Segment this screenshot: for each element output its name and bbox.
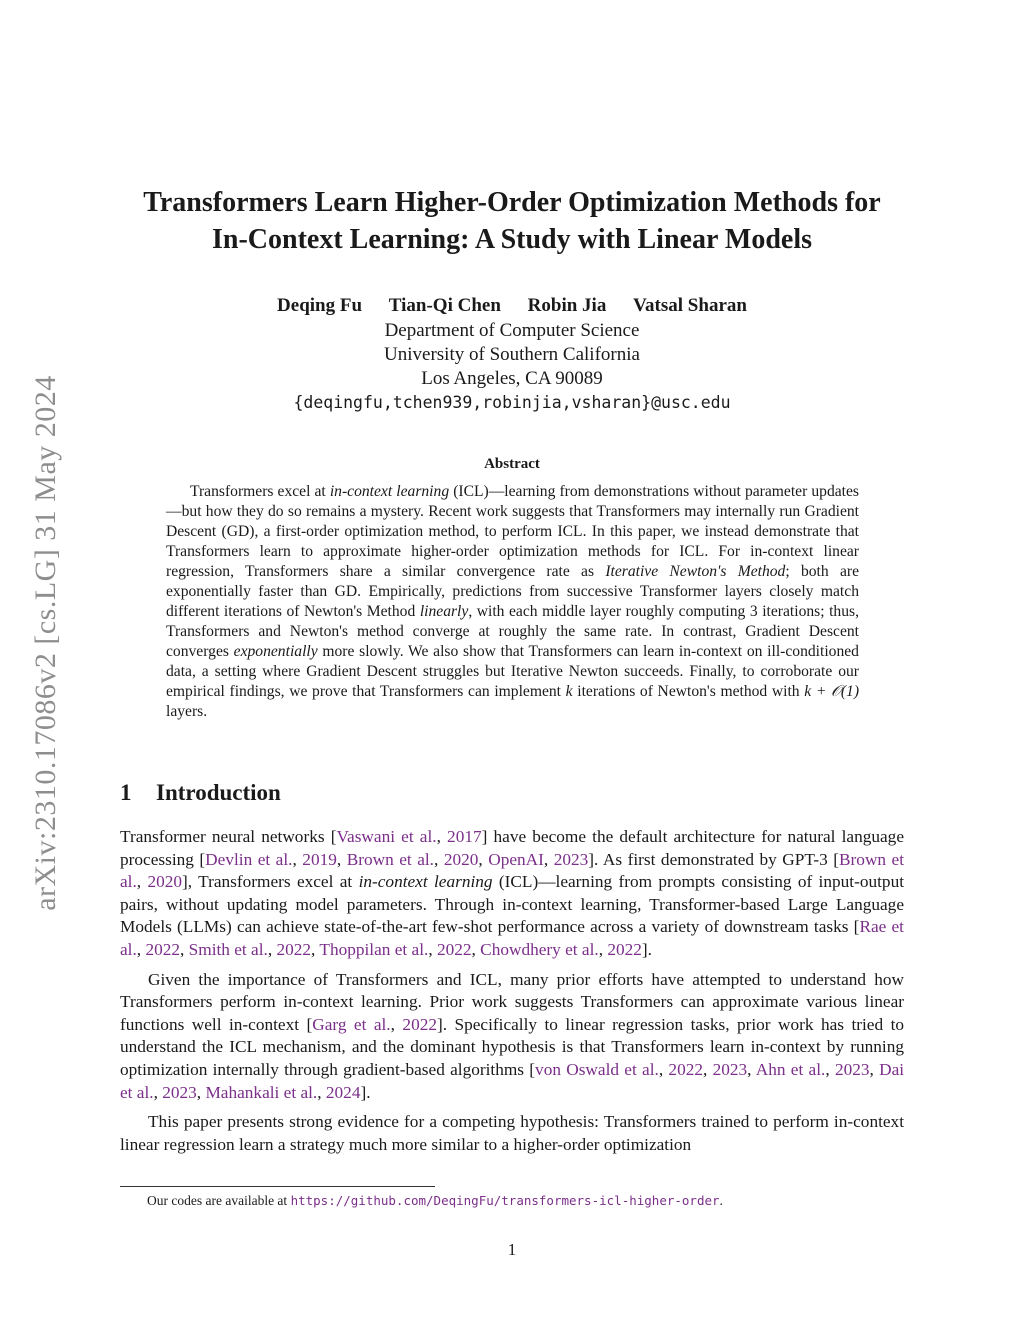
citation-year-link[interactable]: 2019: [302, 849, 337, 869]
code-url-link[interactable]: https://github.com/DeqingFu/transformers-icl-higher-order: [290, 1193, 720, 1208]
abstract-heading: Abstract: [484, 456, 540, 472]
citation-link[interactable]: Dai et al.: [120, 1059, 905, 1102]
footnote: Our codes are available at https://github.com/DeqingFu/transformers-icl-higher-order.: [147, 1193, 723, 1208]
paragraph-2: Given the importance of Transformers and ICL, many prior efforts have attempted to understand how Transformers perform in-context learning. Prior work suggests Transformers can approximate various linear functions well in-context [Garg et al., 2022]. Specifically to linear regression tasks, prior work has tried to understand the ICL mechanism, and the dominant hypothesis is that Transformers learn in-context by running optimization internally through gradient-based algorithms [von Oswald et al., 2022, 2023, Ahn et al., 2023, Dai et al., 2023, Mahankali et al., 2024].: [120, 969, 905, 1102]
paragraph-3: This paper presents strong evidence for a competing hypothesis: Transformers trained to perform in-context linear regression learn a strategy much more similar to a higher-order optimization: [120, 1112, 904, 1154]
affiliation: [120, 319, 904, 415]
citation-link[interactable]: Rae et al.: [120, 917, 904, 959]
title-line-2: In-Context Learning: A Study with Linear Models: [212, 224, 812, 255]
intro-body: [120, 826, 904, 1163]
citation-link[interactable]: OpenAI: [488, 849, 544, 869]
citation-year-link[interactable]: 2017: [447, 827, 482, 846]
citation-year-link[interactable]: 2022: [668, 1059, 703, 1079]
author-emails[interactable]: {deqingfu,tchen939,robinjia,vsharan}@usc.edu: [293, 393, 731, 412]
citation-year-link[interactable]: 2020: [443, 849, 479, 869]
citation-year-link[interactable]: 2022: [607, 939, 642, 959]
citation-link[interactable]: Ahn et al.: [755, 1059, 826, 1079]
citation-link[interactable]: Brown et al.: [120, 849, 905, 892]
citation-year-link[interactable]: 2022: [276, 939, 312, 959]
citation-year-link[interactable]: 2024: [325, 1082, 361, 1102]
arxiv-watermark: [25, 345, 67, 940]
location: Los Angeles, CA 90089: [421, 368, 603, 389]
author-list: [120, 294, 904, 318]
citation-link[interactable]: Vaswani et al.: [336, 827, 437, 846]
citation-link[interactable]: Thoppilan et al.: [319, 939, 429, 959]
author: Tian-Qi Chen: [388, 295, 501, 316]
author: Robin Jia: [527, 295, 607, 316]
citation-year-link[interactable]: 2023: [162, 1082, 197, 1102]
department: Department of Computer Science: [384, 320, 640, 341]
citation-link[interactable]: Smith et al.: [188, 939, 268, 959]
university: University of Southern California: [384, 344, 640, 365]
citation-link[interactable]: Devlin et al.: [205, 849, 293, 869]
author: Vatsal Sharan: [633, 295, 747, 316]
citation-link[interactable]: Chowdhery et al.: [480, 939, 599, 959]
section-heading: [120, 780, 281, 806]
citation-year-link[interactable]: 2022: [436, 939, 472, 959]
arxiv-id: arXiv:2310.17086v2 [cs.LG] 31 May 2024: [29, 374, 62, 911]
paragraph-1: Transformer neural networks [Vaswani et al., 2017] have become the default architecture for natural language processing [Devlin et al., 2019, Brown et al., 2020, OpenAI, 2023]. As first demonstrated by GPT-3 [Brown et al., 2020], Transformers excel at in-context learning (ICL)—learning from prompts consisting of input-output pairs, without updating model parameters. Through in-context learning, Transformer-based Large Language Models (LLMs) can achieve state-of-the-art few-shot performance across a variety of downstream tasks [Rae et al., 2022, Smith et al., 2022, Thoppilan et al., 2022, Chowdhery et al., 2022].: [120, 827, 905, 959]
citation-link[interactable]: Garg et al.: [312, 1014, 391, 1034]
citation-year-link[interactable]: 2023: [553, 849, 589, 869]
section-number: 1: [120, 780, 132, 805]
page-number: 1: [507, 1240, 517, 1259]
citation-year-link[interactable]: 2023: [712, 1059, 748, 1079]
section-title: Introduction: [156, 780, 281, 805]
title-line-1: Transformers Learn Higher-Order Optimization Methods for: [143, 187, 881, 218]
paper-title: [120, 184, 904, 258]
citation-link[interactable]: von Oswald et al.: [535, 1059, 659, 1079]
citation-year-link[interactable]: 2022: [402, 1014, 437, 1034]
citation-year-link[interactable]: 2022: [145, 939, 180, 959]
abstract-body: Transformers excel at in-context learning (ICL)—learning from demonstrations without parameter updates—but how they do so remains a mystery. Recent work suggests that Transformers may internally run Gradient Descent (GD), a first-order optimization method, to perform ICL. In this paper, we instead demonstrate that Transformers learn to approximate higher-order optimization methods for ICL. For in-context linear regression, Transformers share a similar convergence rate as Iterative Newton's Method; both are exponentially faster than GD. Empirically, predictions from successive Transformer layers closely match different iterations of Newton's Method linearly, with each middle layer roughly computing 3 iterations; thus, Transformers and Newton's method converge at roughly the same rate. In contrast, Gradient Descent converges exponentially more slowly. We also show that Transformers can learn in-context on ill-conditioned data, a setting where Gradient Descent struggles but Iterative Newton succeeds. Finally, to corroborate our empirical findings, we prove that Transformers can implement k iterations of Newton's method with k + 𝒪(1) layers.: [166, 483, 860, 720]
citation-year-link[interactable]: 2023: [834, 1059, 870, 1079]
citation-link[interactable]: Mahankali et al.: [205, 1082, 318, 1102]
citation-link[interactable]: Brown et al.: [346, 849, 434, 869]
footnote-rule: [120, 1186, 435, 1187]
citation-year-link[interactable]: 2020: [147, 872, 183, 892]
author: Deqing Fu: [277, 295, 363, 316]
